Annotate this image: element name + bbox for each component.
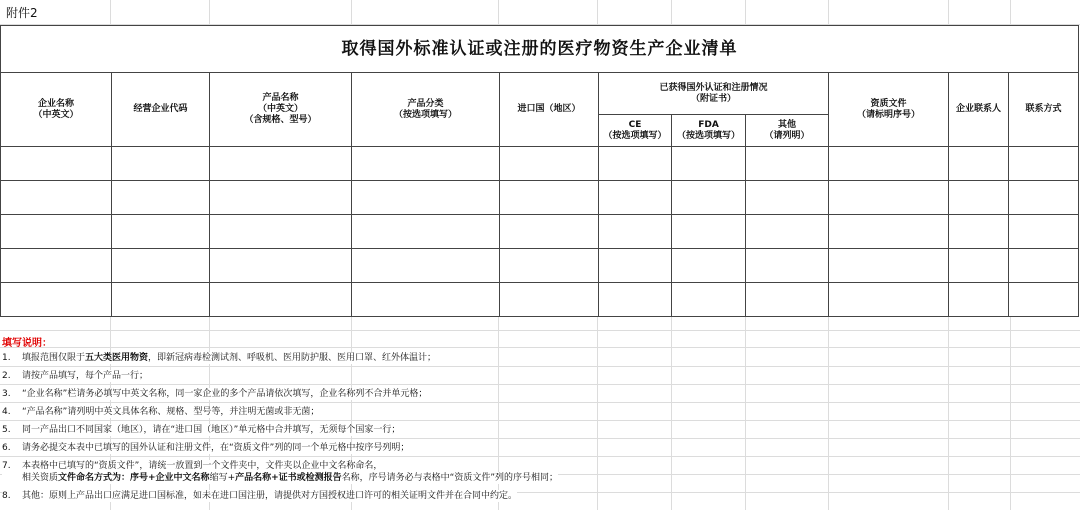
- empty-cell[interactable]: [1, 249, 112, 283]
- empty-cell[interactable]: [210, 181, 352, 215]
- table-row: [1, 249, 1079, 283]
- header-other: 其他 （请列明）: [746, 115, 829, 147]
- empty-cell[interactable]: [829, 249, 949, 283]
- empty-cell[interactable]: [1, 283, 112, 317]
- instruction-text: 缩写+: [209, 473, 236, 483]
- instruction-number: 2.: [2, 371, 11, 381]
- header-company-code: 经营企业代码: [112, 73, 210, 147]
- instruction-text: 请务必提交本表中已填写的国外认证和注册文件，在“资质文件”列的同一个单元格中按序号列明；: [22, 443, 410, 453]
- empty-cell[interactable]: [500, 181, 599, 215]
- instructions-heading: 填写说明：: [2, 338, 52, 349]
- empty-cell[interactable]: [352, 283, 500, 317]
- instruction-text: 其他：原则上产品出口应满足进口国标准，如未在进口国注册，请提供对方国授权进口许可的相关证明文件并在合同中约定。: [22, 491, 518, 501]
- instruction-text: 产品名称+证书或检测报告: [235, 473, 342, 483]
- empty-cell[interactable]: [829, 147, 949, 181]
- empty-cell[interactable]: [599, 181, 672, 215]
- table-row: [1, 283, 1079, 317]
- instruction-item: [2, 406, 319, 418]
- header-company-name: 企业名称 （中英文）: [1, 73, 112, 147]
- instruction-text: 填报范围仅限于: [22, 353, 86, 363]
- empty-cell[interactable]: [949, 181, 1009, 215]
- empty-cell[interactable]: [1, 215, 112, 249]
- empty-cell[interactable]: [1009, 249, 1079, 283]
- instruction-item: [2, 424, 400, 436]
- empty-cell[interactable]: [352, 215, 500, 249]
- empty-cell[interactable]: [949, 249, 1009, 283]
- instruction-number: 3.: [2, 389, 11, 399]
- empty-cell[interactable]: [746, 147, 829, 181]
- empty-cell[interactable]: [672, 147, 746, 181]
- empty-cell[interactable]: [210, 147, 352, 181]
- empty-cell[interactable]: [210, 283, 352, 317]
- empty-cell[interactable]: [352, 249, 500, 283]
- empty-cell[interactable]: [1009, 147, 1079, 181]
- table-row: [1, 181, 1079, 215]
- empty-cell[interactable]: [599, 215, 672, 249]
- empty-cell[interactable]: [672, 181, 746, 215]
- empty-cell[interactable]: [352, 147, 500, 181]
- empty-cell[interactable]: [949, 215, 1009, 249]
- empty-cell[interactable]: [500, 283, 599, 317]
- instruction-item: [2, 460, 382, 472]
- empty-cell[interactable]: [112, 147, 210, 181]
- empty-cell[interactable]: [1009, 215, 1079, 249]
- instruction-text: 名称，序号请务必与表格中“资质文件”列的序号相同；: [341, 473, 558, 483]
- empty-cell[interactable]: [599, 249, 672, 283]
- instruction-text: 五大类医用物资: [85, 353, 149, 363]
- empty-cell[interactable]: [1, 181, 112, 215]
- instruction-item: [2, 442, 409, 454]
- empty-cell[interactable]: [829, 283, 949, 317]
- empty-cell[interactable]: [1, 147, 112, 181]
- instruction-text: “产品名称”请列明中英文具体名称、规格、型号等，并注明无菌或非无菌；: [22, 407, 320, 417]
- empty-cell[interactable]: [500, 215, 599, 249]
- empty-cell[interactable]: [210, 215, 352, 249]
- empty-cell[interactable]: [949, 283, 1009, 317]
- empty-cell[interactable]: [112, 181, 210, 215]
- instruction-item: [2, 490, 517, 502]
- instruction-text: 本表格中已填写的“资质文件”，请统一放置到一个文件夹中，文件夹以企业中文名称命名，: [22, 461, 383, 471]
- empty-cell[interactable]: [1009, 283, 1079, 317]
- empty-cell[interactable]: [829, 215, 949, 249]
- empty-cell[interactable]: [599, 147, 672, 181]
- empty-cell[interactable]: [672, 215, 746, 249]
- instruction-number: 7.: [2, 461, 11, 471]
- instruction-text: “企业名称”栏请务必填写中英文名称，同一家企业的多个产品请依次填写，企业名称列不合并单元格；: [22, 389, 428, 399]
- empty-cell[interactable]: [746, 215, 829, 249]
- instruction-item: [2, 472, 558, 484]
- instruction-text: 文件命名方式为：序号+企业中文名称: [58, 473, 210, 483]
- empty-cell[interactable]: [599, 283, 672, 317]
- instruction-text: 相关资质: [22, 473, 59, 483]
- instruction-item: [2, 352, 436, 364]
- empty-cell[interactable]: [672, 283, 746, 317]
- instruction-text: 同一产品出口不同国家（地区），请在“进口国（地区）”单元格中合并填写，无须每个国家一行；: [22, 425, 401, 435]
- table-row: [1, 215, 1079, 249]
- empty-cell[interactable]: [746, 283, 829, 317]
- instruction-item: [2, 370, 148, 382]
- empty-cell[interactable]: [352, 181, 500, 215]
- enterprise-list-table: [0, 25, 1079, 317]
- instruction-number: 8.: [2, 491, 11, 501]
- header-product-category: 产品分类 （按选项填写）: [352, 73, 500, 147]
- empty-cell[interactable]: [112, 215, 210, 249]
- instruction-number: 5.: [2, 425, 11, 435]
- empty-cell[interactable]: [1009, 181, 1079, 215]
- header-ce: CE （按选项填写）: [599, 115, 672, 147]
- empty-cell[interactable]: [829, 181, 949, 215]
- header-contact-method: 联系方式: [1009, 73, 1079, 147]
- page-title: 取得国外标准认证或注册的医疗物资生产企业清单: [1, 26, 1079, 73]
- header-fda: FDA （按选项填写）: [672, 115, 746, 147]
- empty-cell[interactable]: [500, 147, 599, 181]
- empty-cell[interactable]: [746, 249, 829, 283]
- instruction-number: 4.: [2, 407, 11, 417]
- empty-cell[interactable]: [949, 147, 1009, 181]
- table-row: [1, 147, 1079, 181]
- empty-cell[interactable]: [210, 249, 352, 283]
- instruction-text: ，即新冠病毒检测试剂、呼吸机、医用防护服、医用口罩、红外体温计；: [148, 353, 437, 363]
- empty-cell[interactable]: [672, 249, 746, 283]
- header-contact-person: 企业联系人: [949, 73, 1009, 147]
- instruction-number: 1.: [2, 353, 11, 363]
- header-import-country: 进口国（地区）: [500, 73, 599, 147]
- instruction-text: 请按产品填写，每个产品一行；: [22, 371, 149, 381]
- empty-cell[interactable]: [112, 249, 210, 283]
- empty-cell[interactable]: [746, 181, 829, 215]
- header-qualification-docs: 资质文件 （请标明序号）: [829, 73, 949, 147]
- attachment-label: 附件2: [6, 6, 38, 20]
- instruction-number: 6.: [2, 443, 11, 453]
- header-product-name: 产品名称 （中英文） （含规格、型号）: [210, 73, 352, 147]
- empty-cell[interactable]: [112, 283, 210, 317]
- empty-cell[interactable]: [500, 249, 599, 283]
- instruction-item: [2, 388, 427, 400]
- header-certification: 已获得国外认证和注册情况 （附证书）: [599, 73, 829, 115]
